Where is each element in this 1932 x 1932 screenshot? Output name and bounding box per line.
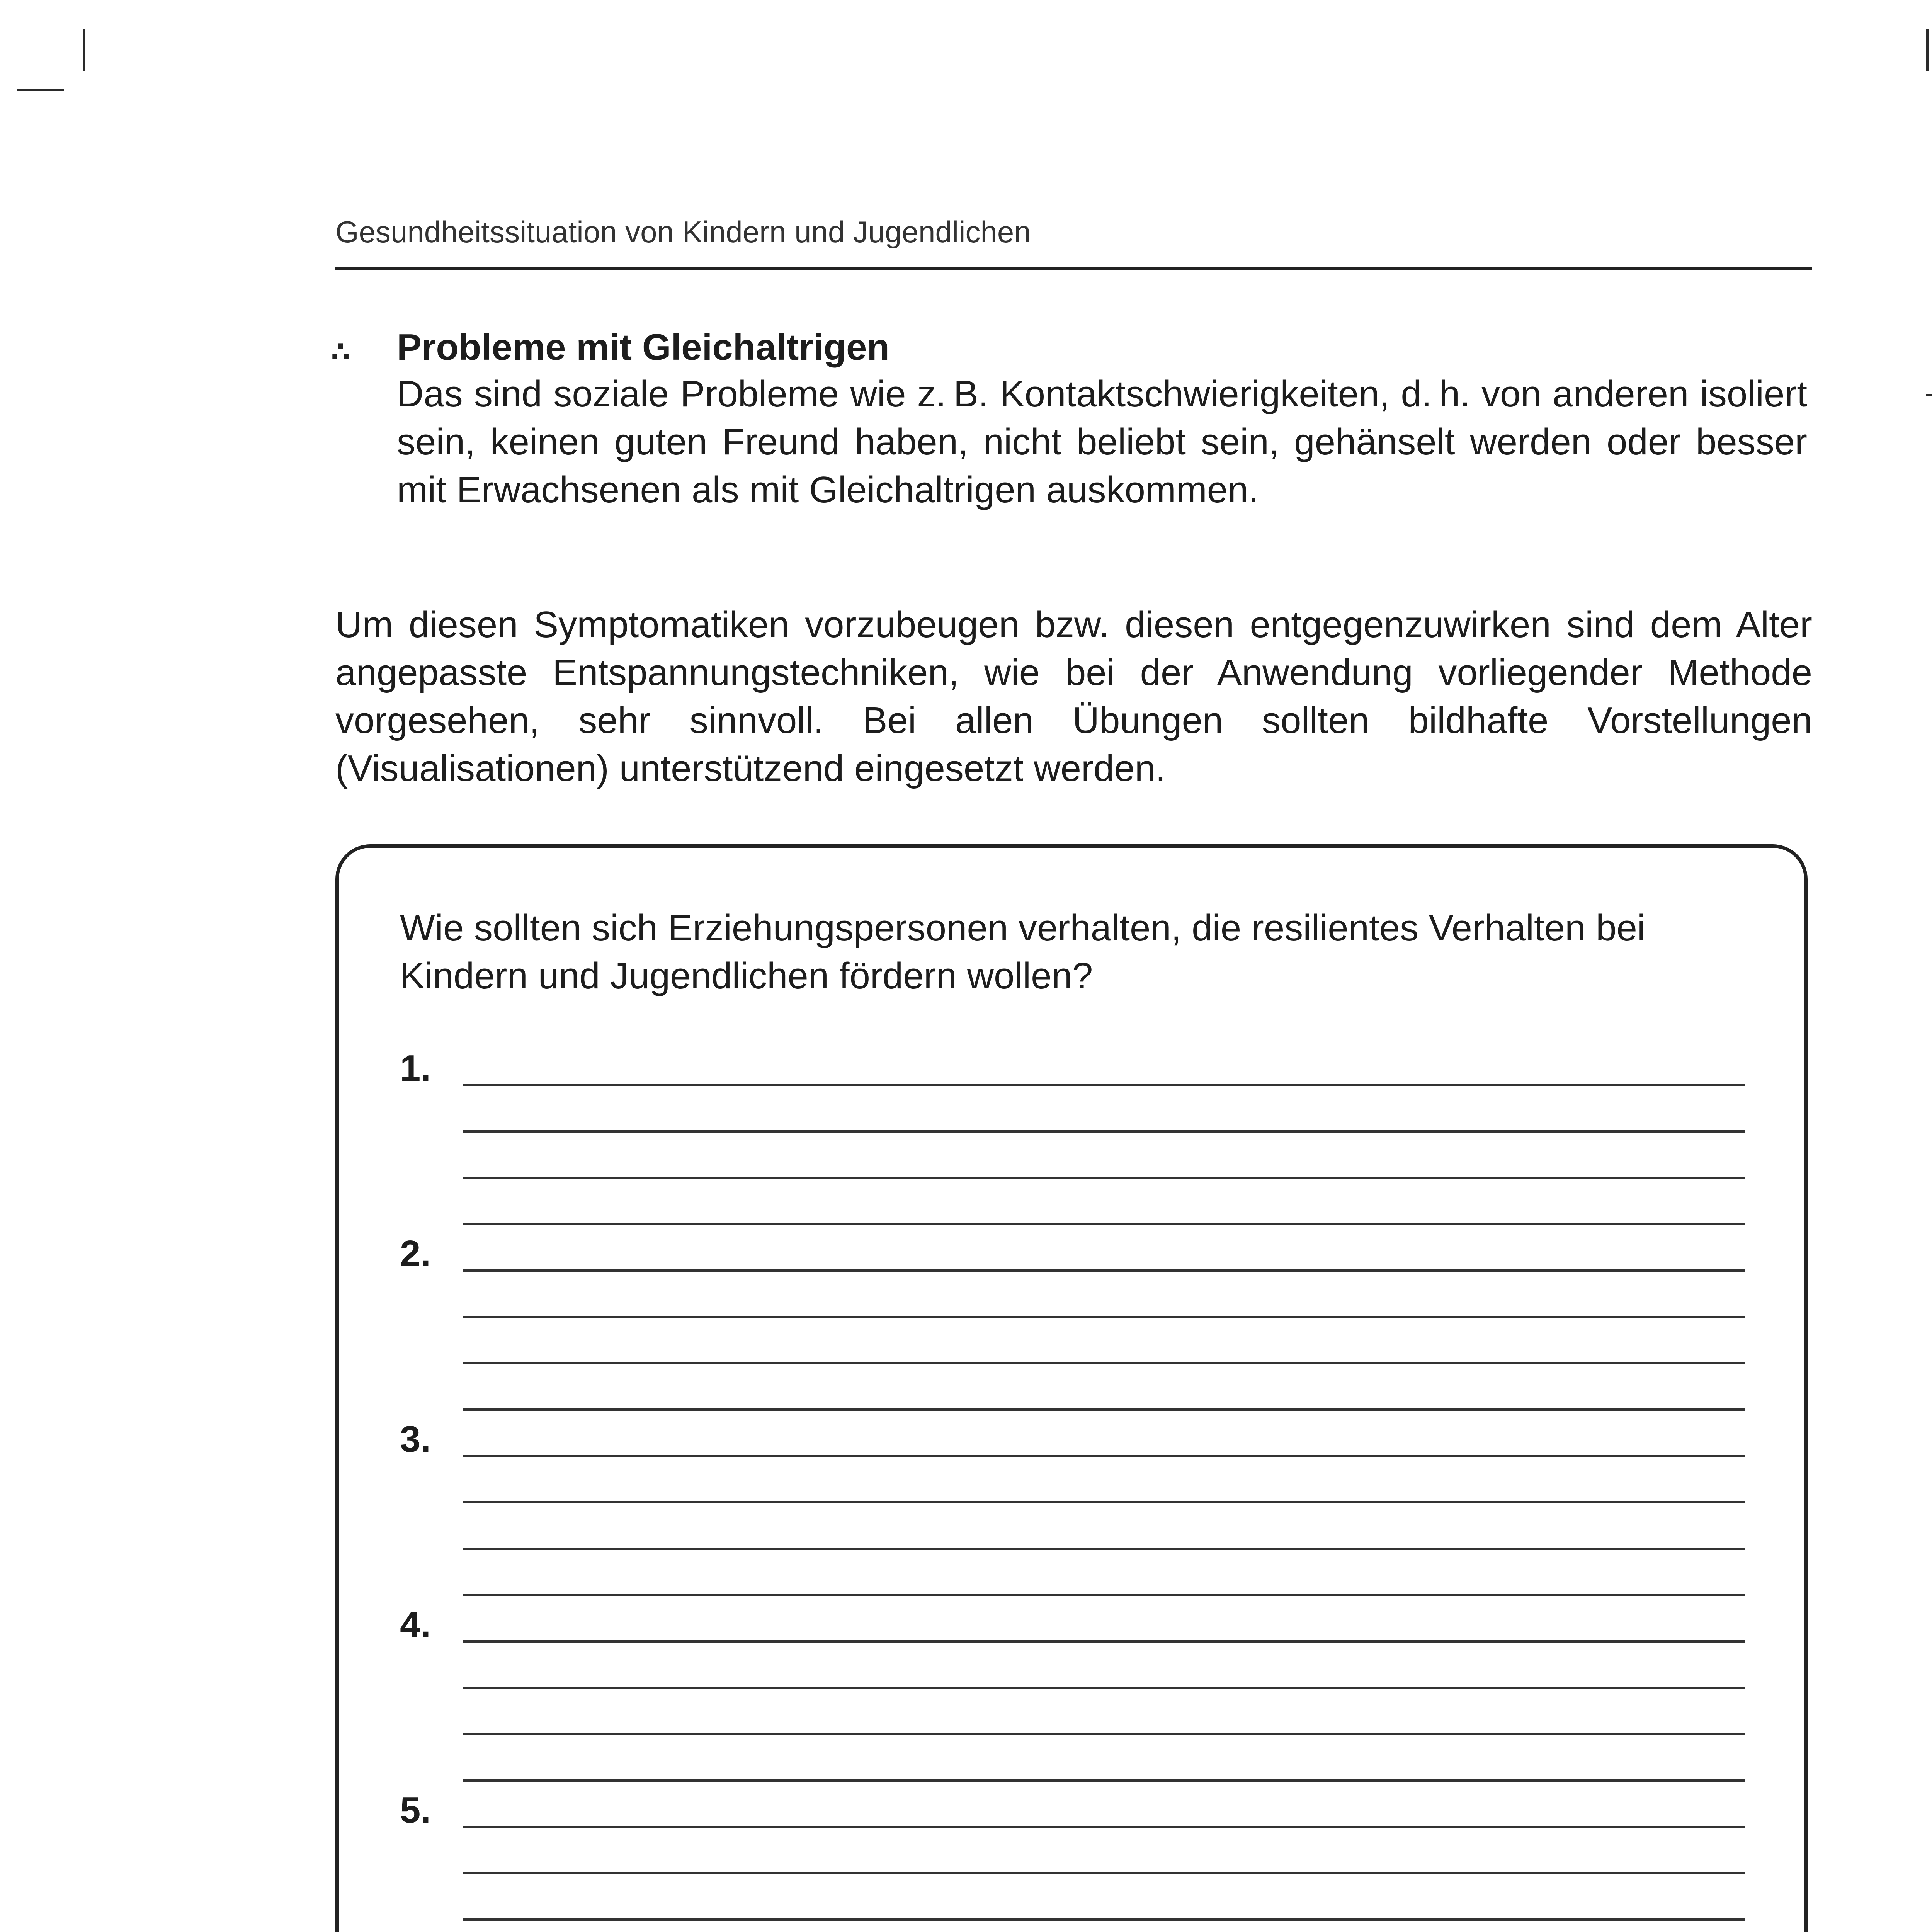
answer-line[interactable] bbox=[463, 1687, 1745, 1689]
answer-line[interactable] bbox=[463, 1316, 1745, 1318]
answer-number: 1. bbox=[400, 1048, 431, 1089]
answer-line[interactable] bbox=[463, 1733, 1745, 1735]
answer-number: 4. bbox=[400, 1604, 431, 1645]
answer-line[interactable] bbox=[463, 1408, 1745, 1411]
intro-paragraph: Um diesen Symptomatiken vorzubeugen bzw. diesen entgegenzuwirken sind dem Alter angepasste Entspannungstechniken, wie bei der Anwendung vorliegender Methode vorgesehen, sehr sinnvoll. Bei allen Übungen sollten bildhafte Vorstellungen (Visualisationen) unterstützend eingesetzt werden. bbox=[335, 604, 1812, 789]
answer-line[interactable] bbox=[463, 1362, 1745, 1364]
answer-number: 5. bbox=[400, 1789, 431, 1831]
answer-number: 2. bbox=[400, 1233, 431, 1274]
answer-line[interactable] bbox=[463, 1872, 1745, 1874]
answer-line[interactable] bbox=[463, 1918, 1745, 1921]
answer-line[interactable] bbox=[463, 1640, 1745, 1643]
answer-line[interactable] bbox=[463, 1223, 1745, 1225]
bullet-text: Das sind soziale Probleme wie z. B. Kontaktschwierigkeiten, d. h. von anderen isoliert sein, keinen guten Freund haben, nicht beliebt sein, gehänselt werden oder besser mit Erwachsenen als mit Gleichaltrigen auskommen. bbox=[397, 373, 1807, 510]
answer-line[interactable] bbox=[463, 1177, 1745, 1179]
bullet-item bbox=[397, 325, 1807, 514]
header-rule bbox=[335, 267, 1812, 270]
answer-line[interactable] bbox=[463, 1455, 1745, 1457]
answer-line[interactable] bbox=[463, 1826, 1745, 1828]
crop-mark bbox=[1926, 29, 1929, 71]
answer-number: 3. bbox=[400, 1418, 431, 1460]
answer-line[interactable] bbox=[463, 1130, 1745, 1133]
task-box bbox=[335, 844, 1808, 1932]
answer-line[interactable] bbox=[463, 1084, 1745, 1086]
answer-line[interactable] bbox=[463, 1594, 1745, 1596]
answer-line[interactable] bbox=[463, 1269, 1745, 1272]
task-question: Wie sollten sich Erziehungspersonen verhalten, die resilientes Verhalten bei Kindern und Jugendlichen fördern wollen? bbox=[400, 907, 1646, 997]
crop-mark bbox=[17, 89, 64, 91]
answer-line[interactable] bbox=[463, 1501, 1745, 1503]
crop-mark bbox=[1926, 394, 1932, 396]
running-header: Gesundheitssituation von Kindern und Jugendlichen bbox=[335, 215, 1031, 249]
bullet-dots-icon: ∴ bbox=[331, 337, 350, 367]
bullet-title: Probleme mit Gleichaltrigen bbox=[397, 327, 889, 368]
answer-line[interactable] bbox=[463, 1548, 1745, 1550]
answer-line[interactable] bbox=[463, 1779, 1745, 1782]
crop-mark bbox=[83, 29, 85, 71]
